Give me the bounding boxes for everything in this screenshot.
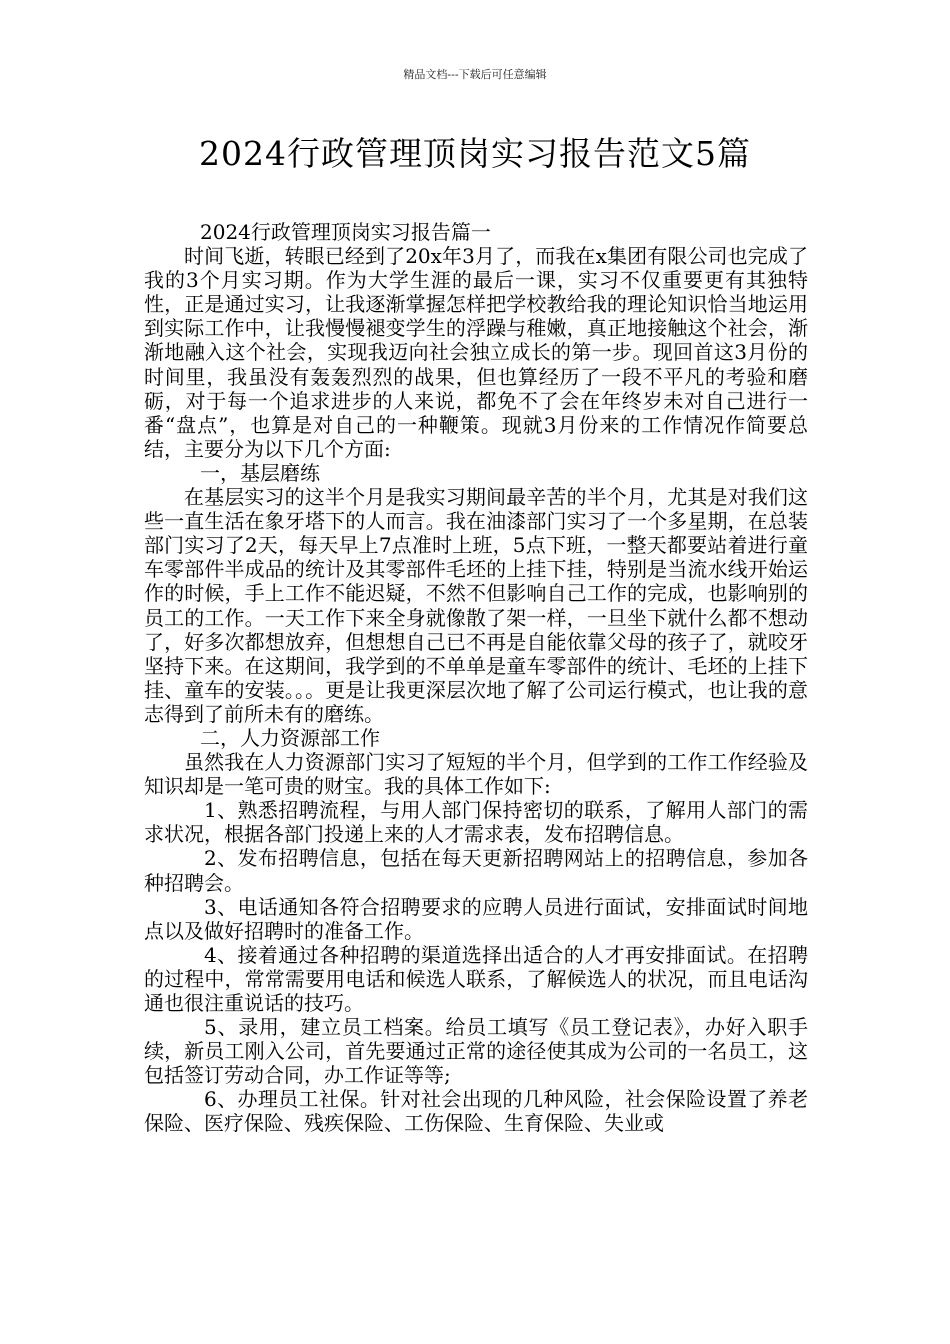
list-item: 2、发布招聘信息，包括在每天更新招聘网站上的招聘信息，参加各种招聘会。 (144, 846, 808, 895)
list-item: 5、录用，建立员工档案。给员工填写《员工登记表》，办好入职手续，新员工刚入公司，首先要通过正常的途径使其成为公司的一名员工，这包括签订劳动合同，办工作证等等; (144, 1015, 808, 1088)
section-heading: 一，基层磨练 (200, 460, 320, 485)
document-body (144, 220, 808, 1136)
page-header-note: 精品文档---下载后可任意编辑 (403, 68, 547, 81)
list-item: 6、办理员工社保。针对社会出现的几种风险，社会保险设置了养老保险、医疗保险、残疾保险、工伤保险、生育保险、失业或 (144, 1087, 808, 1136)
section-heading: 二，人力资源部工作 (200, 725, 380, 750)
list-item: 4、接着通过各种招聘的渠道选择出适合的人才再安排面试。在招聘的过程中，常常需要用电话和候选人联系，了解候选人的状况，而且电话沟通也很注重说话的技巧。 (144, 942, 808, 1015)
document-title: 2024行政管理顶岗实习报告范文5篇 (199, 134, 751, 173)
list-item: 1、熟悉招聘流程，与用人部门保持密切的联系，了解用人部门的需求状况，根据各部门投递上来的人才需求表，发布招聘信息。 (144, 798, 808, 847)
body-paragraph: 虽然我在人力资源部门实习了短短的半个月，但学到的工作工作经验及知识却是一笔可贵的财宝。我的具体工作如下: (144, 750, 808, 799)
body-paragraph: 时间飞逝，转眼已经到了20x年3月了，而我在x集团有限公司也完成了我的3个月实习期。作为大学生涯的最后一课，实习不仅重要更有其独特性，正是通过实习，让我逐渐掌握怎样把学校教给我的理论知识恰当地运用到实际工作中，让我慢慢褪变学生的浮躁与稚嫩，真正地接触这个社会，渐渐地融入这个社会，实现我迈向社会独立成长的第一步。现回首这3月份的时间里，我虽没有轰轰烈烈的战果，但也算经历了一段不平凡的考验和磨砺，对于每一个追求进步的人来说，都免不了会在年终岁未对自己进行一番“盘点”，也算是对自己的一种鞭策。现就3月份来的工作情况作简要总结，主要分为以下几个方面: (144, 244, 808, 461)
list-item: 3、电话通知各符合招聘要求的应聘人员进行面试，安排面试时间地点以及做好招聘时的准备工作。 (144, 894, 808, 943)
body-paragraph: 在基层实习的这半个月是我实习期间最辛苦的半个月，尤其是对我们这些一直生活在象牙塔下的人而言。我在油漆部门实习了一个多星期，在总装部门实习了2天，每天早上7点准时上班，5点下班，一整天都要站着进行童车零部件半成品的统计及其零部件毛坯的上挂下挂，特别是当流水线开始运作的时候，手上工作不能迟疑，不然不但影响自己工作的完成，也影响别的员工的工作。一天工作下来全身就像散了架一样，一旦坐下就什么都不想动了，好多次都想放弃，但想想自己已不再是自能依靠父母的孩子了，就咬牙坚持下来。在这期间，我学到的不单单是童车零部件的统计、毛坯的上挂下挂、童车的安装。。。更是让我更深层次地了解了公司运行模式，也让我的意志得到了前所未有的磨练。 (144, 485, 808, 726)
section-heading: 2024行政管理顶岗实习报告篇一 (200, 220, 491, 244)
